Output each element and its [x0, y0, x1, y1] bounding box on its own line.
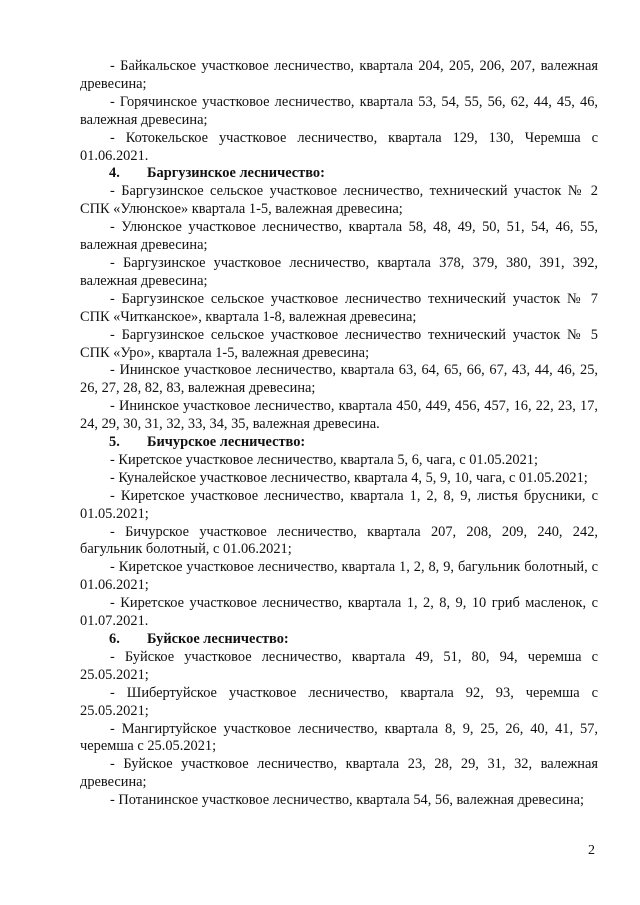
paragraph: - Куналейское участковое лесничество, квартала 4, 5, 9, 10, чага, с 01.05.2021; — [110, 469, 588, 486]
paragraph: - Киретское участковое лесничество, квартала 1, 2, 8, 9, листья брусники, с 01.05.2021; — [80, 487, 598, 522]
paragraph: - Киретское участковое лесничество, квартала 1, 2, 8, 9, 10 гриб масленок, с 01.07.2021. — [80, 595, 598, 630]
paragraph: - Потанинское участковое лесничество, квартала 54, 56, валежная древесина; — [110, 792, 584, 809]
paragraph: - Шибертуйское участковое лесничество, квартала 92, 93, черемша с 25.05.2021; — [80, 684, 598, 719]
paragraph: - Баргузинское участковое лесничество, квартала 378, 379, 380, 391, 392, валежная древесина; — [80, 254, 598, 289]
paragraph: - Мангиртуйское участковое лесничество, квартала 8, 9, 25, 26, 40, 41, 57, черемша с 25.05.2021; — [80, 720, 598, 755]
paragraph: - Буйское участковое лесничество, квартала 49, 51, 80, 94, черемша с 25.05.2021; — [80, 648, 598, 683]
paragraph: - Горячинское участковое лесничество, квартала 53, 54, 55, 56, 62, 44, 45, 46, валежная древесина; — [80, 93, 598, 128]
paragraph: - Улюнское участковое лесничество, квартала 58, 48, 49, 50, 51, 54, 46, 55, валежная древесина; — [80, 219, 598, 254]
section-heading — [80, 631, 598, 649]
section-title: Бичурское лесничество: — [147, 434, 306, 451]
paragraph: - Бичурское участковое лесничество, квартала 207, 208, 209, 240, 242, багульник болотный, с 01.06.2021; — [80, 523, 598, 558]
paragraph: - Баргузинское сельское участковое лесничество, технический участок № 2 СПК «Улюнское» квартала 1-5, валежная древесина; — [80, 183, 598, 218]
section-title: Буйское лесничество: — [147, 631, 289, 647]
section-number: 6. — [109, 631, 120, 647]
paragraph: - Баргузинское сельское участковое лесничество технический участок № 7 СПК «Читканское», квартала 1-8, валежная древесина; — [80, 290, 598, 325]
section-heading — [80, 165, 598, 183]
section-heading — [80, 434, 598, 452]
paragraph: - Киретское участковое лесничество, квартала 1, 2, 8, 9, багульник болотный, с 01.06.2021; — [80, 559, 598, 594]
paragraph: - Киретское участковое лесничество, квартала 5, 6, чага, с 01.05.2021; — [110, 451, 538, 468]
paragraph: - Буйское участковое лесничество, квартала 23, 28, 29, 31, 32, валежная древесина; — [80, 756, 598, 791]
section-title: Баргузинское лесничество: — [147, 165, 325, 182]
section-number: 5. — [109, 434, 120, 451]
section-number: 4. — [109, 165, 120, 182]
paragraph: - Ининское участковое лесничество, квартала 450, 449, 456, 457, 16, 22, 23, 17, 24, 29, 30, 31, 32, 33, 34, 35, валежная древесина. — [80, 398, 598, 433]
page-number: 2 — [588, 843, 595, 858]
document-page — [80, 58, 598, 810]
paragraph: - Котокельское участковое лесничество, квартала 129, 130, Черемша с 01.06.2021. — [80, 129, 598, 164]
paragraph: - Байкальское участковое лесничество, квартала 204, 205, 206, 207, валежная древесина; — [80, 58, 598, 92]
paragraph: - Ининское участковое лесничество, квартала 63, 64, 65, 66, 67, 43, 44, 46, 25, 26, 27, 28, 82, 83, валежная древесина; — [80, 362, 598, 397]
paragraph: - Баргузинское сельское участковое лесничество технический участок № 5 СПК «Уро», квартала 1-5, валежная древесина; — [80, 326, 598, 361]
